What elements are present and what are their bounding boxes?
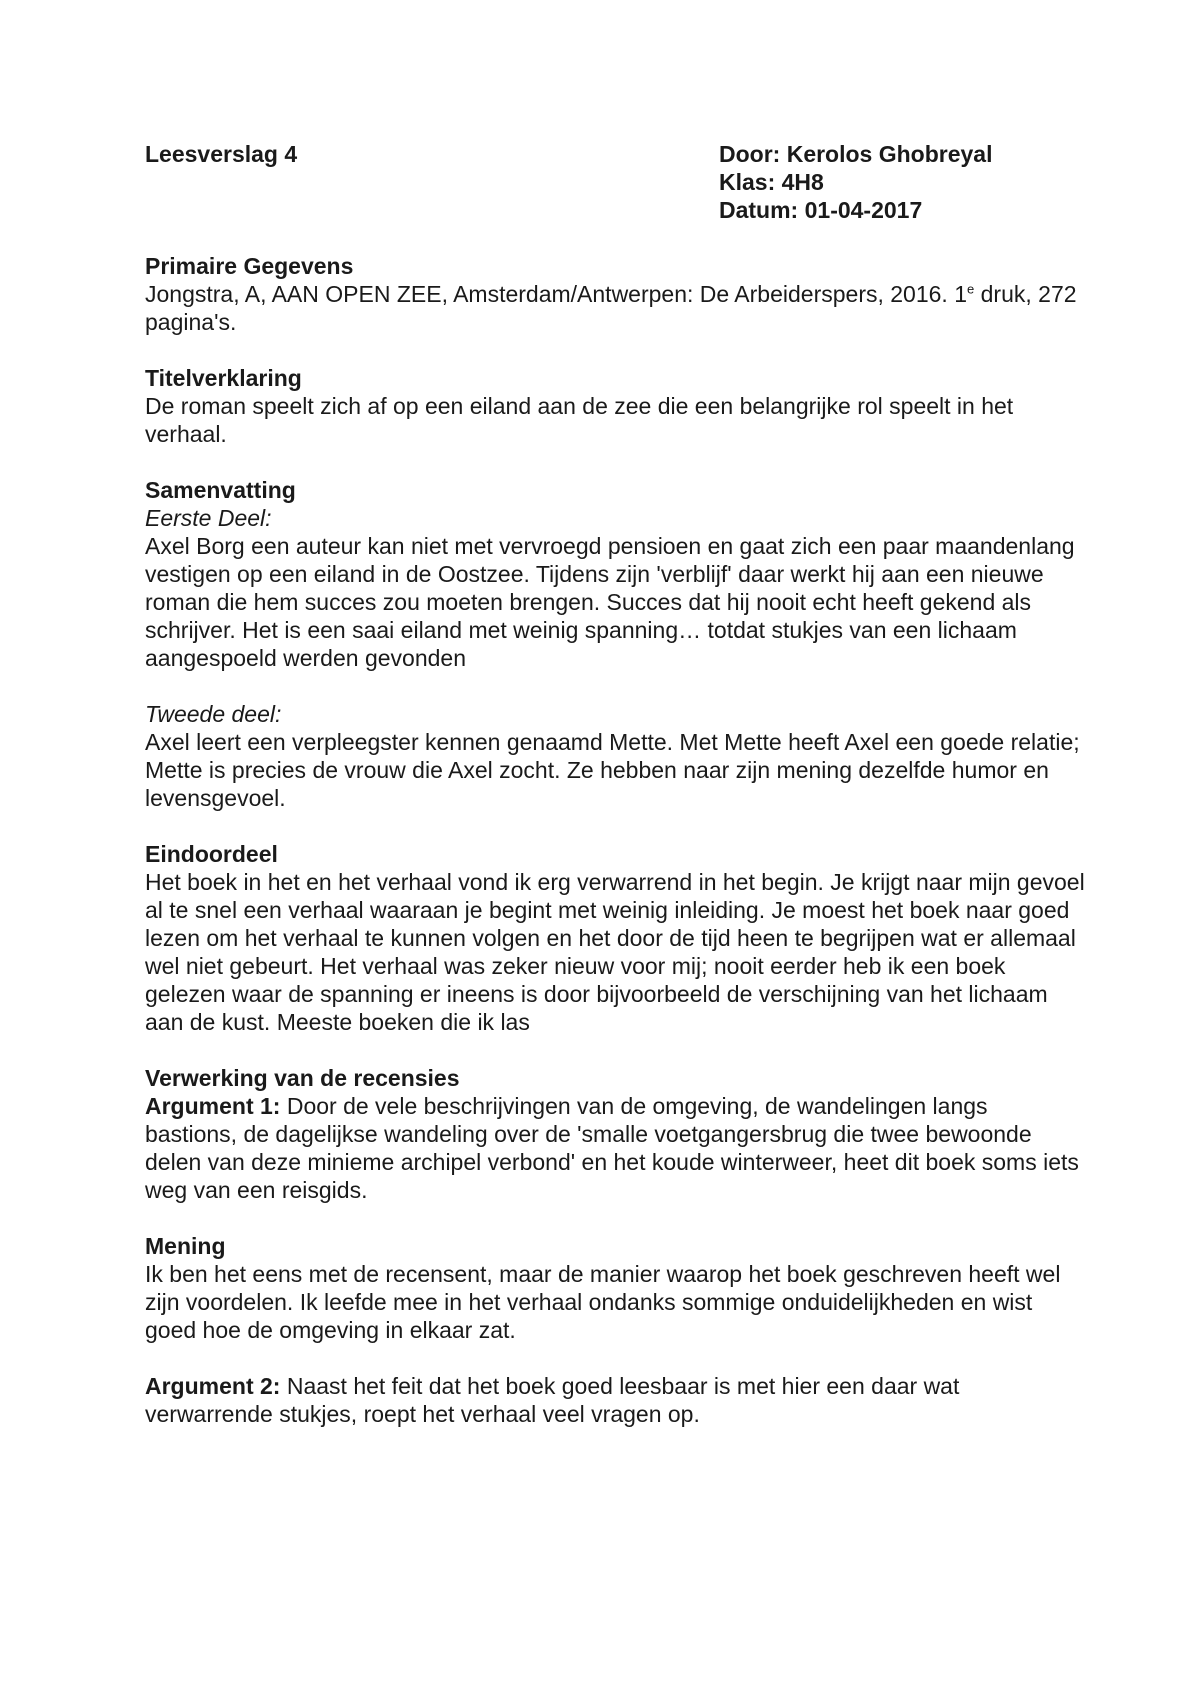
section-title-explanation [145, 364, 1085, 448]
section-reviews [145, 1064, 1085, 1204]
summary-part1-label: Eerste Deel: [145, 505, 272, 531]
document-meta [719, 140, 992, 224]
section-summary [145, 476, 1085, 812]
final-judgement-text: Het boek in het en het verhaal vond ik erg verwarrend in het begin. Je krijgt naar mijn gevoel al te snel een verhaal waaraan je begint met weinig inleiding. Je moest het boek naar goed lezen om het verhaal te kunnen volgen en het door de tijd heen te begrijpen wat er allemaal wel niet gebeurt. Het verhaal was zeker nieuw voor mij; nooit eerder heb ik een boek gelezen waar de spanning er ineens is door bijvoorbeeld de verschijning van het lichaam aan de kust. Meeste boeken die ik las [145, 869, 1085, 1035]
argument1-paragraph [145, 1092, 1085, 1204]
opinion-text: Ik ben het eens met de recensent, maar de manier waarop het boek geschreven heeft wel zijn voordelen. Ik leefde mee in het verhaal ondanks sommige onduidelijkheden en wist goed hoe de omgeving in elkaar zat. [145, 1261, 1061, 1343]
section-heading: Samenvatting [145, 477, 296, 503]
summary-part1-text: Axel Borg een auteur kan niet met vervroegd pensioen en gaat zich een paar maandenlang vestigen op een eiland in de Oostzee. Tijdens zijn 'verblijf' daar werkt hij aan een nieuwe roman die hem succes zou moeten brengen. Succes dat hij nooit echt heeft gekend als schrijver. Het is een saai eiland met weinig spanning… totdat stukjes van een lichaam aangespoeld werden gevonden [145, 533, 1075, 671]
primary-data-text-end: druk, 272 pagina's. [145, 281, 1077, 335]
section-heading: Primaire Gegevens [145, 253, 354, 279]
section-heading: Titelverklaring [145, 365, 302, 391]
section-heading: Mening [145, 1233, 226, 1259]
author-line: Door: Kerolos Ghobreyal [719, 141, 993, 167]
edition-superscript: e [967, 281, 975, 297]
section-heading: Verwerking van de recensies [145, 1065, 460, 1091]
section-final-judgement [145, 840, 1085, 1036]
primary-data-text-main: Jongstra, A, AAN OPEN ZEE, Amsterdam/Antwerpen: De Arbeiderspers, 2016. 1 [145, 281, 968, 307]
argument1-label: Argument 1: [145, 1093, 281, 1119]
summary-part2-label: Tweede deel: [145, 701, 282, 727]
document-header [145, 140, 1085, 224]
section-opinion [145, 1232, 1085, 1428]
class-line: Klas: 4H8 [719, 169, 824, 195]
argument2-paragraph [145, 1372, 1085, 1428]
date-line: Datum: 01-04-2017 [719, 197, 923, 223]
document-page [145, 140, 1085, 1428]
title-explanation-text: De roman speelt zich af op een eiland aan de zee die een belangrijke rol speelt in het verhaal. [145, 393, 1014, 447]
summary-part2-text: Axel leert een verpleegster kennen genaamd Mette. Met Mette heeft Axel een goede relatie; Mette is precies de vrouw die Axel zocht. Ze hebben naar zijn mening dezelfde humor en levensgevoel. [145, 729, 1080, 811]
argument1-text: Door de vele beschrijvingen van de omgeving, de wandelingen langs bastions, de dagelijkse wandeling over de 'smalle voetgangersbrug die twee bewoonde delen van deze minieme archipel verbond' en het koude winterweer, heet dit boek soms iets weg van een reisgids. [145, 1093, 1079, 1203]
document-title: Leesverslag 4 [145, 141, 298, 167]
primary-data-text [145, 280, 1085, 336]
argument2-label: Argument 2: [145, 1373, 281, 1399]
argument2-text: Naast het feit dat het boek goed leesbaar is met hier een daar wat verwarrende stukjes, roept het verhaal veel vragen op. [145, 1373, 960, 1427]
section-primary-data [145, 252, 1085, 336]
section-heading: Eindoordeel [145, 841, 278, 867]
